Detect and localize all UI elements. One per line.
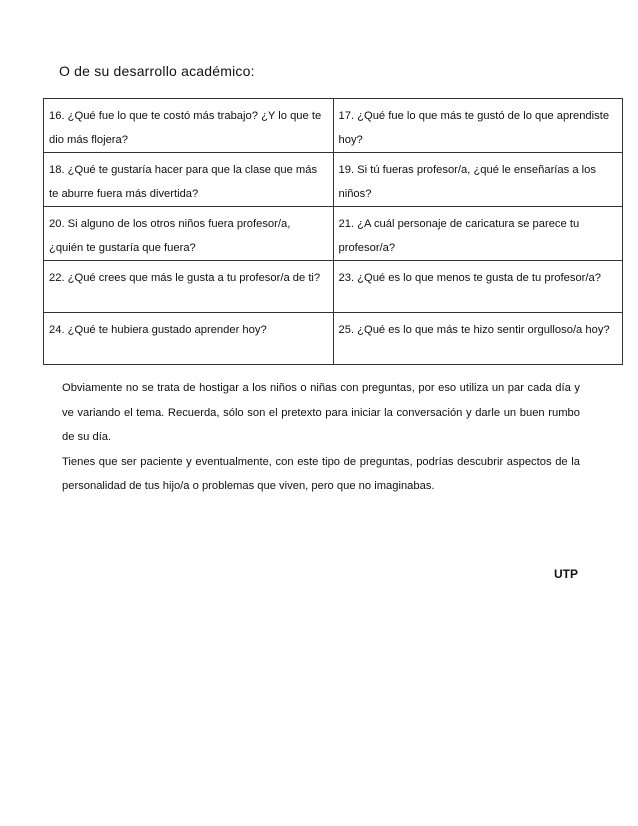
- question-23: 23. ¿Qué es lo que menos te gusta de tu profesor/a?: [333, 261, 623, 313]
- question-22: 22. ¿Qué crees que más le gusta a tu profesor/a de ti?: [44, 261, 334, 313]
- question-19: 19. Si tú fueras profesor/a, ¿qué le enseñarías a los niños?: [333, 153, 623, 207]
- question-25: 25. ¿Qué es lo que más te hizo sentir orgulloso/a hoy?: [333, 313, 623, 365]
- table-row: [44, 207, 623, 261]
- table-row: [44, 99, 623, 153]
- signature-utp: UTP: [554, 567, 578, 581]
- question-18: 18. ¿Qué te gustaría hacer para que la clase que más te aburre fuera más divertida?: [44, 153, 334, 207]
- table-row: [44, 261, 623, 313]
- question-21: 21. ¿A cuál personaje de caricatura se parece tu profesor/a?: [333, 207, 623, 261]
- table-row: [44, 313, 623, 365]
- table-row: [44, 153, 623, 207]
- paragraph-patience: Tienes que ser paciente y eventualmente, con este tipo de preguntas, podrías descubrir aspectos de la personalidad de tus hijo/a o problemas que viven, pero que no imaginabas.: [62, 455, 580, 492]
- question-20: 20. Si alguno de los otros niños fuera profesor/a, ¿quién te gustaría que fuera?: [44, 207, 334, 261]
- questions-table: [43, 98, 623, 365]
- question-16: 16. ¿Qué fue lo que te costó más trabajo? ¿Y lo que te dio más flojera?: [44, 99, 334, 153]
- question-17: 17. ¿Qué fue lo que más te gustó de lo que aprendiste hoy?: [333, 99, 623, 153]
- paragraph-advice: Obviamente no se trata de hostigar a los niños o niñas con preguntas, por eso utiliza un par cada día y ve variando el tema. Recuerda, sólo son el pretexto para iniciar la conversación y darle un buen rumbo de su día.: [62, 382, 580, 443]
- body-text: [62, 376, 580, 499]
- section-heading: O de su desarrollo académico:: [59, 63, 255, 79]
- question-24: 24. ¿Qué te hubiera gustado aprender hoy?: [44, 313, 334, 365]
